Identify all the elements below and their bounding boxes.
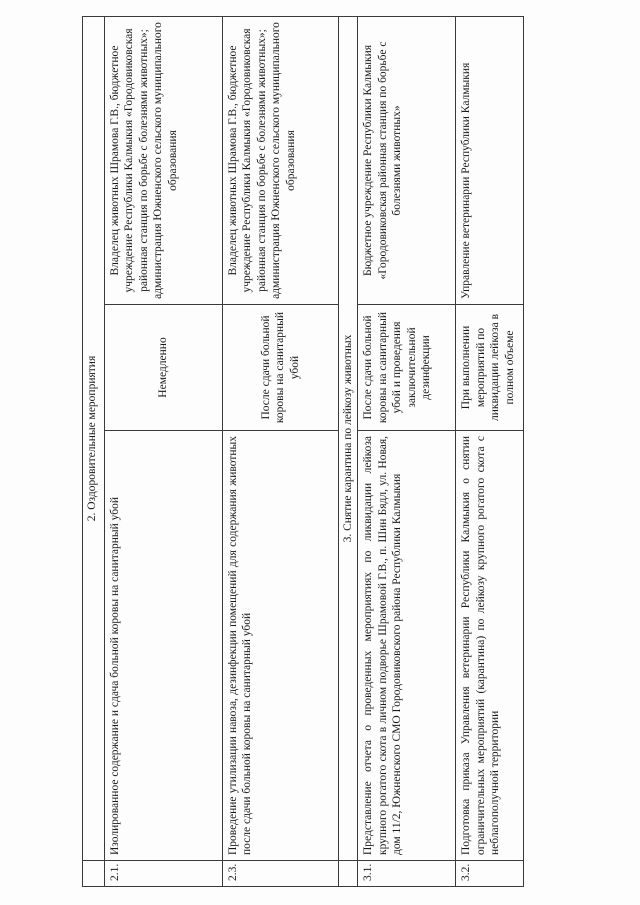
rotated-table-container bbox=[82, 17, 522, 887]
deadline-text: После сдачи больной коровы на санитарный убой bbox=[223, 305, 339, 431]
task-text: Проведение утилизации навоза, дезинфекции помещений для содержания животных после сдачи больной коровы на санитарный убой bbox=[223, 431, 339, 861]
task-text: Подготовка приказа Управления ветеринарии Республики Калмыкия о снятии ограничительных мероприятий (карантина) по лейкозу крупного рогатого скота с неблагополучной территории bbox=[456, 431, 524, 861]
row-number: 2.3. bbox=[223, 861, 339, 887]
task-text: Представление отчета о проведенных мероприятиях по ликвидации лейкоза крупного рогатого скота в личном подворье Шрамовой Г.В., п. Шин Бядл, ул. Новая, дом 11/2, Южненского СМО Городовиковского района Республики Калмыкия bbox=[358, 431, 456, 861]
responsible-text: Владелец животных Шрамова Г.В., бюджетное учреждение Республики Калмыкия «Городовиковская районная станция по борьбе с болезнями животных»; администрация Южненского сельского муниципального образования bbox=[223, 16, 339, 304]
responsible-text: Управление ветеринарии Республики Калмыкия bbox=[456, 16, 524, 304]
row-number: 3.1. bbox=[358, 861, 456, 887]
section-header-row bbox=[83, 16, 105, 886]
row-number: 2.1. bbox=[105, 861, 223, 887]
measures-table bbox=[82, 16, 524, 887]
row-number: 3.2. bbox=[456, 861, 524, 887]
section-title: 2. Оздоровительные мероприятия bbox=[83, 16, 105, 860]
responsible-text: Бюджетное учреждение Республики Калмыкия «Городовиковская районная станция по борьбе с болезнями животных» bbox=[358, 16, 456, 304]
section-title: 3. Снятие карантина по лейкозу животных bbox=[339, 16, 358, 860]
deadline-text: После сдачи больной коровы на санитарный убой и проведения заключительной дезинфекции bbox=[358, 305, 456, 431]
deadline-text: Немедленно bbox=[105, 305, 223, 431]
responsible-text: Владелец животных Шрамова Г.В., бюджетное учреждение Республики Калмыкия «Городовиковская районная станция по борьбе с болезнями животных»; администрация Южненского сельского муниципального образования bbox=[105, 16, 223, 304]
section-header-row bbox=[339, 16, 358, 886]
deadline-text: При выполнении мероприятий по ликвидации лейкоза в полном объеме bbox=[456, 305, 524, 431]
table-row bbox=[223, 16, 339, 886]
task-text: Изолированное содержание и сдача больной коровы на санитарный убой bbox=[105, 431, 223, 861]
table-row bbox=[105, 16, 223, 886]
table-row bbox=[456, 16, 524, 886]
table-row bbox=[358, 16, 456, 886]
